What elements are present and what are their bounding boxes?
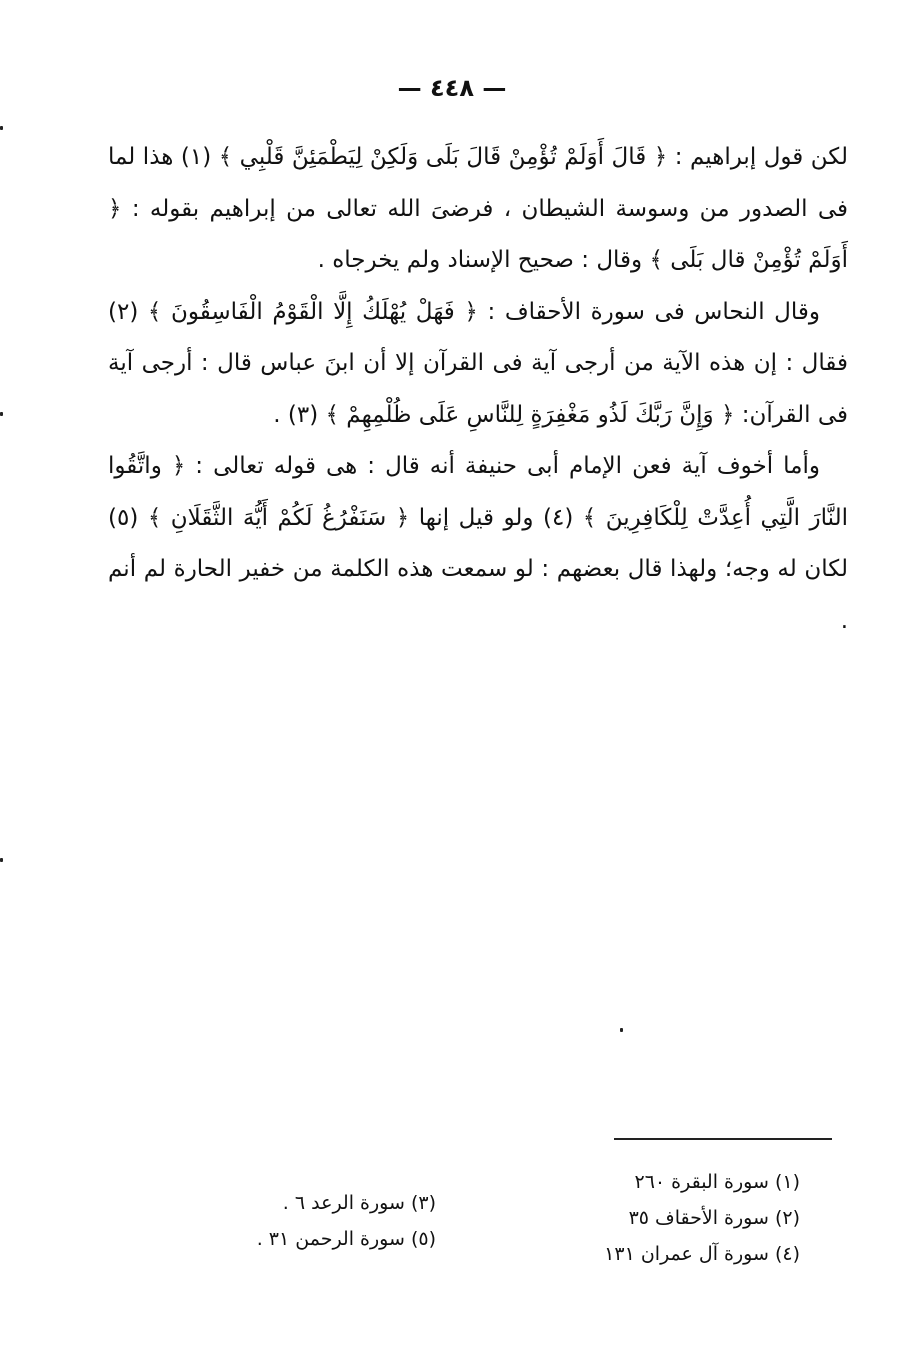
footnote-3: (٣) سورة الرعد ٦ . [282, 1192, 436, 1214]
footnotes-left-column [240, 1185, 436, 1257]
footnotes-right-column [560, 1164, 800, 1272]
scan-speck [0, 412, 3, 416]
paragraph-nahhas: وقال النحاس فى سورة الأحقاف : ﴿ فَهَلْ يُهْلَكُ إِلَّا الْقَوْمُ الْفَاسِقُونَ ﴾ (٢) فقال : إن هذه الآية من أرجى آية فى القرآن إلا أن ابنَ عباس قال : أرجى آية فى القرآن: ﴿ وَإِنَّ رَبَّكَ لَذُو مَغْفِرَةٍ لِلنَّاسِ عَلَى ظُلْمِهِمْ ﴾ (٣) . [108, 298, 848, 428]
footnote-divider [614, 1138, 832, 1140]
scan-speck [0, 858, 3, 862]
page-number: — ٤٤٨ — [397, 74, 507, 102]
scan-speck [0, 126, 3, 130]
footnote-1: (١) سورة البقرة ٢٦٠ [634, 1171, 800, 1193]
paragraph-ibrahim: لكن قول إبراهيم : ﴿ قَالَ أَوَلَمْ تُؤْمِنْ قَالَ بَلَى وَلَكِنْ لِيَطْمَئِنَّ قَلْبِي ﴾ (١) هذا لما فى الصدور من وسوسة الشيطان ، فرضىَ الله تعالى من إبراهيم بقوله : ﴿ أَوَلَمْ تُؤْمِنْ قال بَلَى ﴾ وقال : صحيح الإسناد ولم يخرجاه . [108, 144, 849, 273]
footnote-2: (٢) سورة الأحقاف ٣٥ [628, 1207, 800, 1229]
main-text [108, 132, 848, 647]
footnote-5: (٥) سورة الرحمن ٣١ . [256, 1228, 436, 1250]
paragraph-abu-hanifa: وأما أخوف آية فعن الإمام أبى حنيفة أنه قال : هى قوله تعالى : ﴿ واتَّقُوا النَّارَ الَّتِي أُعِدَّتْ لِلْكَافِرِينَ ﴾ (٤) ولو قيل إنها ﴿ سَنَفْرُغُ لَكُمْ أَيُّهَ الثَّقَلَانِ ﴾ (٥) لكان له وجه؛ ولهذا قال بعضهم : لو سمعت هذه الكلمة من خفير الحارة لم أنم . [108, 453, 848, 634]
scan-speck [620, 1028, 623, 1032]
footnote-4: (٤) سورة آل عمران ١٣١ [604, 1243, 800, 1265]
